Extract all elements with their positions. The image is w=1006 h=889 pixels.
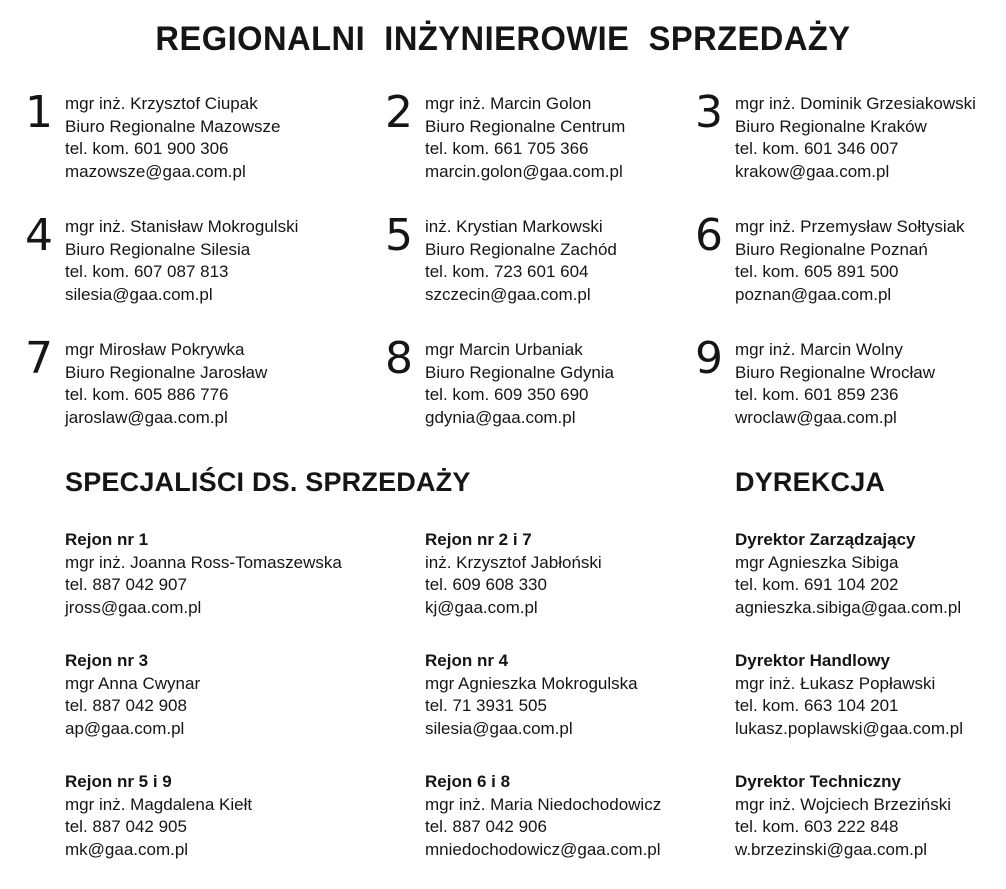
section-headings (0, 467, 1006, 498)
section-title-specialists: SPECJALIŚCI DS. SPRZEDAŻY (65, 467, 471, 497)
engineers-grid (0, 87, 1006, 429)
director-role: Dyrektor Techniczny (735, 772, 901, 791)
engineer-phone: tel. kom. 723 601 604 (425, 262, 589, 281)
specialist-phone: tel. 71 3931 505 (425, 696, 547, 715)
engineer-phone: tel. kom. 661 705 366 (425, 139, 589, 158)
engineer-details (735, 339, 935, 429)
engineer-number: 1 (25, 87, 52, 138)
engineer-details (65, 216, 298, 306)
specialist-email: mk@gaa.com.pl (65, 839, 189, 859)
engineer-office: Biuro Regionalne Poznań (735, 239, 928, 259)
engineer-phone: tel. kom. 605 886 776 (65, 385, 229, 404)
engineer-name: mgr Mirosław Pokrywka (65, 340, 245, 359)
specialist-card (25, 529, 385, 619)
specialist-phone: tel. 887 042 905 (65, 817, 187, 836)
lower-grid (0, 529, 1006, 861)
engineer-details (735, 93, 976, 183)
specialist-card (385, 650, 695, 740)
director-role: Dyrektor Handlowy (735, 651, 890, 670)
engineer-card (695, 210, 996, 306)
engineer-details (65, 339, 267, 429)
engineer-name: mgr inż. Krzysztof Ciupak (65, 94, 258, 113)
engineer-email: jaroslaw@gaa.com.pl (65, 407, 228, 427)
specialist-region: Rejon nr 5 i 9 (65, 772, 172, 791)
specialist-region: Rejon nr 4 (425, 651, 509, 670)
engineer-email: gdynia@gaa.com.pl (425, 407, 576, 427)
engineer-number: 7 (25, 333, 52, 384)
specialist-region: Rejon nr 2 i 7 (425, 530, 532, 549)
engineer-email: mazowsze@gaa.com.pl (65, 161, 246, 181)
engineer-number: 2 (385, 87, 412, 138)
engineer-email: krakow@gaa.com.pl (735, 161, 890, 181)
engineer-phone: tel. kom. 607 087 813 (65, 262, 229, 281)
director-role: Dyrektor Zarządzający (735, 530, 916, 549)
engineer-office: Biuro Regionalne Centrum (425, 116, 626, 136)
engineer-phone: tel. kom. 605 891 500 (735, 262, 899, 281)
specialist-region: Rejon nr 1 (65, 530, 149, 549)
director-card (695, 771, 996, 861)
engineer-number: 4 (25, 210, 52, 261)
engineer-card (25, 87, 385, 183)
engineer-card (695, 87, 996, 183)
engineer-email: wroclaw@gaa.com.pl (735, 407, 897, 427)
engineer-name: mgr Marcin Urbaniak (425, 340, 583, 359)
specialist-name: mgr inż. Maria Niedochodowicz (425, 794, 662, 814)
page-title: REGIONALNI INŻYNIEROWIE SPRZEDAŻY (155, 20, 851, 58)
engineer-card (25, 210, 385, 306)
specialist-card (385, 529, 695, 619)
engineer-office: Biuro Regionalne Jarosław (65, 362, 268, 382)
director-phone: tel. kom. 663 104 201 (735, 696, 899, 715)
specialist-email: ap@gaa.com.pl (65, 718, 185, 738)
specialist-phone: tel. 609 608 330 (425, 575, 547, 594)
specialist-region: Rejon nr 3 (65, 651, 149, 670)
engineer-number: 8 (385, 333, 412, 384)
director-email: w.brzezinski@gaa.com.pl (735, 839, 928, 859)
engineer-phone: tel. kom. 601 346 007 (735, 139, 899, 158)
engineer-office: Biuro Regionalne Mazowsze (65, 116, 281, 136)
specialist-name: mgr inż. Magdalena Kiełt (65, 794, 253, 814)
specialist-email: silesia@gaa.com.pl (425, 718, 573, 738)
specialist-name: mgr inż. Joanna Ross-Tomaszewska (65, 552, 342, 572)
engineer-number: 6 (695, 210, 722, 261)
specialist-card (25, 771, 385, 861)
director-phone: tel. kom. 691 104 202 (735, 575, 899, 594)
director-card (695, 529, 996, 619)
engineer-name: inż. Krystian Markowski (425, 217, 603, 236)
specialist-card (25, 650, 385, 740)
engineer-name: mgr inż. Marcin Golon (425, 94, 592, 113)
specialist-region: Rejon 6 i 8 (425, 772, 511, 791)
engineer-email: poznan@gaa.com.pl (735, 284, 892, 304)
director-name: mgr Agnieszka Sibiga (735, 552, 899, 572)
engineer-number: 5 (385, 210, 412, 261)
engineer-number: 9 (695, 333, 722, 384)
engineer-email: silesia@gaa.com.pl (65, 284, 213, 304)
specialist-phone: tel. 887 042 907 (65, 575, 187, 594)
director-phone: tel. kom. 603 222 848 (735, 817, 899, 836)
engineer-phone: tel. kom. 609 350 690 (425, 385, 589, 404)
director-name: mgr inż. Łukasz Popławski (735, 673, 936, 693)
engineer-name: mgr inż. Dominik Grzesiakowski (735, 94, 976, 113)
engineer-phone: tel. kom. 601 900 306 (65, 139, 229, 158)
engineer-card (385, 210, 695, 306)
director-name: mgr inż. Wojciech Brzeziński (735, 794, 952, 814)
engineer-office: Biuro Regionalne Silesia (65, 239, 251, 259)
engineer-phone: tel. kom. 601 859 236 (735, 385, 899, 404)
specialist-email: jross@gaa.com.pl (65, 597, 202, 617)
specialist-phone: tel. 887 042 906 (425, 817, 547, 836)
specialist-email: mniedochodowicz@gaa.com.pl (425, 839, 661, 859)
engineer-office: Biuro Regionalne Wrocław (735, 362, 936, 382)
engineer-name: mgr inż. Przemysław Sołtysiak (735, 217, 965, 236)
specialist-name: mgr Anna Cwynar (65, 673, 201, 693)
specialist-card (385, 771, 695, 861)
specialist-name: inż. Krzysztof Jabłoński (425, 552, 602, 572)
specialist-email: kj@gaa.com.pl (425, 597, 538, 617)
specialist-name: mgr Agnieszka Mokrogulska (425, 673, 638, 693)
engineer-number: 3 (695, 87, 722, 138)
section-title-management: DYREKCJA (735, 467, 886, 497)
engineer-email: marcin.golon@gaa.com.pl (425, 161, 623, 181)
engineer-office: Biuro Regionalne Gdynia (425, 362, 615, 382)
engineer-email: szczecin@gaa.com.pl (425, 284, 591, 304)
engineer-name: mgr inż. Stanisław Mokrogulski (65, 217, 299, 236)
engineer-name: mgr inż. Marcin Wolny (735, 340, 903, 359)
engineer-office: Biuro Regionalne Zachód (425, 239, 617, 259)
engineer-details (425, 216, 617, 306)
engineer-details (65, 93, 280, 183)
engineer-details (735, 216, 965, 306)
engineer-office: Biuro Regionalne Kraków (735, 116, 927, 136)
engineer-card (695, 333, 996, 429)
engineer-card (385, 87, 695, 183)
engineer-details (425, 339, 614, 429)
director-email: lukasz.poplawski@gaa.com.pl (735, 718, 963, 738)
engineer-card (385, 333, 695, 429)
director-card (695, 650, 996, 740)
specialist-phone: tel. 887 042 908 (65, 696, 187, 715)
engineer-card (25, 333, 385, 429)
engineer-details (425, 93, 625, 183)
director-email: agnieszka.sibiga@gaa.com.pl (735, 597, 962, 617)
